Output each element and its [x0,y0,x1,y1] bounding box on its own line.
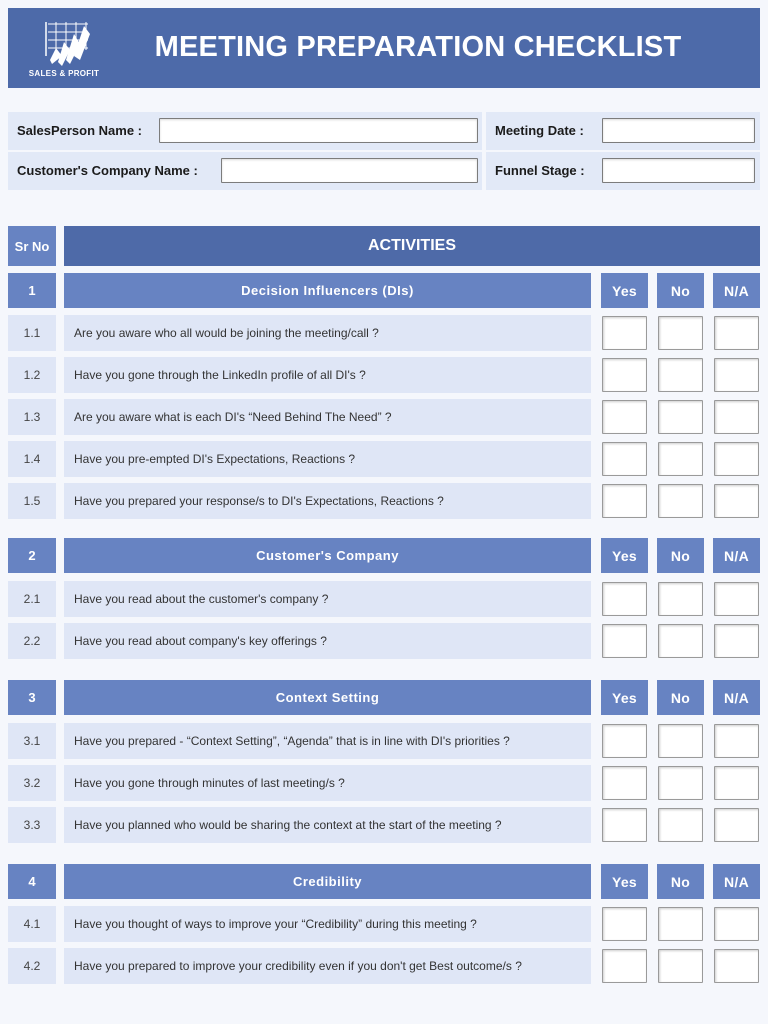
yes-checkbox[interactable] [602,582,647,616]
na-checkbox[interactable] [714,484,759,518]
no-header: No [657,538,704,573]
yes-checkbox[interactable] [602,907,647,941]
item-number: 3.1 [8,723,56,759]
na-checkbox[interactable] [714,724,759,758]
logo-text: SALES & PROFIT [28,69,100,78]
funnel-stage-label: Funnel Stage : [495,163,585,178]
section-title: Credibility [64,864,591,899]
na-checkbox[interactable] [714,442,759,476]
yes-checkbox[interactable] [602,624,647,658]
item-number: 2.1 [8,581,56,617]
section-number: 4 [8,864,56,899]
item-number: 1.1 [8,315,56,351]
yes-header: Yes [601,864,648,899]
no-header: No [657,273,704,308]
item-number: 3.3 [8,807,56,843]
checklist-question: Have you prepared - “Context Setting”, “Agenda” that is in line with DI's priorities ? [64,723,591,759]
checklist-question: Have you prepared your response/s to DI's Expectations, Reactions ? [64,483,591,519]
checklist-question: Have you gone through the LinkedIn profile of all DI's ? [64,357,591,393]
section-number: 1 [8,273,56,308]
yes-checkbox[interactable] [602,808,647,842]
checklist-question: Have you gone through minutes of last meeting/s ? [64,765,591,801]
no-checkbox[interactable] [658,949,703,983]
yes-checkbox[interactable] [602,484,647,518]
checklist-question: Have you read about company's key offerings ? [64,623,591,659]
no-checkbox[interactable] [658,582,703,616]
section-title: Decision Influencers (DIs) [64,273,591,308]
yes-header: Yes [601,273,648,308]
yes-header: Yes [601,538,648,573]
na-header: N/A [713,864,760,899]
section-title: Context Setting [64,680,591,715]
sales-profit-logo [22,20,112,84]
section-number: 3 [8,680,56,715]
section-title: Customer's Company [64,538,591,573]
page-header [8,8,760,88]
no-checkbox[interactable] [658,766,703,800]
na-checkbox[interactable] [714,949,759,983]
no-checkbox[interactable] [658,316,703,350]
na-header: N/A [713,538,760,573]
yes-checkbox[interactable] [602,400,647,434]
no-checkbox[interactable] [658,808,703,842]
salesperson-row [8,112,482,150]
na-checkbox[interactable] [714,907,759,941]
no-checkbox[interactable] [658,724,703,758]
activities-header: ACTIVITIES [64,226,760,266]
na-checkbox[interactable] [714,766,759,800]
na-header: N/A [713,273,760,308]
na-header: N/A [713,680,760,715]
chart-grid-icon [22,20,106,68]
meeting-date-input[interactable] [602,118,755,143]
yes-checkbox[interactable] [602,316,647,350]
na-checkbox[interactable] [714,582,759,616]
checklist-question: Have you pre-empted DI's Expectations, Reactions ? [64,441,591,477]
na-checkbox[interactable] [714,808,759,842]
checklist-question: Have you prepared to improve your credibility even if you don't get Best outcome/s ? [64,948,591,984]
na-checkbox[interactable] [714,400,759,434]
item-number: 2.2 [8,623,56,659]
company-label: Customer's Company Name : [17,163,198,178]
no-checkbox[interactable] [658,442,703,476]
checklist-question: Have you planned who would be sharing the context at the start of the meeting ? [64,807,591,843]
company-row [8,152,482,190]
na-checkbox[interactable] [714,358,759,392]
checklist-question: Have you thought of ways to improve your “Credibility” during this meeting ? [64,906,591,942]
yes-checkbox[interactable] [602,442,647,476]
meeting-date-row [486,112,760,150]
yes-checkbox[interactable] [602,949,647,983]
item-number: 1.2 [8,357,56,393]
no-header: No [657,864,704,899]
yes-header: Yes [601,680,648,715]
section-number: 2 [8,538,56,573]
checklist-question: Are you aware what is each DI's “Need Behind The Need” ? [64,399,591,435]
checklist-question: Have you read about the customer's company ? [64,581,591,617]
no-checkbox[interactable] [658,358,703,392]
item-number: 4.2 [8,948,56,984]
item-number: 1.3 [8,399,56,435]
no-checkbox[interactable] [658,400,703,434]
company-input[interactable] [221,158,478,183]
salesperson-input[interactable] [159,118,478,143]
item-number: 4.1 [8,906,56,942]
na-checkbox[interactable] [714,316,759,350]
checklist-question: Are you aware who all would be joining the meeting/call ? [64,315,591,351]
no-checkbox[interactable] [658,484,703,518]
yes-checkbox[interactable] [602,766,647,800]
no-checkbox[interactable] [658,624,703,658]
sr-no-header: Sr No [8,226,56,266]
yes-checkbox[interactable] [602,358,647,392]
meeting-date-label: Meeting Date : [495,123,584,138]
funnel-stage-row [486,152,760,190]
item-number: 1.5 [8,483,56,519]
no-header: No [657,680,704,715]
yes-checkbox[interactable] [602,724,647,758]
salesperson-label: SalesPerson Name : [17,123,143,138]
item-number: 3.2 [8,765,56,801]
no-checkbox[interactable] [658,907,703,941]
page-title: MEETING PREPARATION CHECKLIST [154,31,682,63]
item-number: 1.4 [8,441,56,477]
funnel-stage-input[interactable] [602,158,755,183]
na-checkbox[interactable] [714,624,759,658]
